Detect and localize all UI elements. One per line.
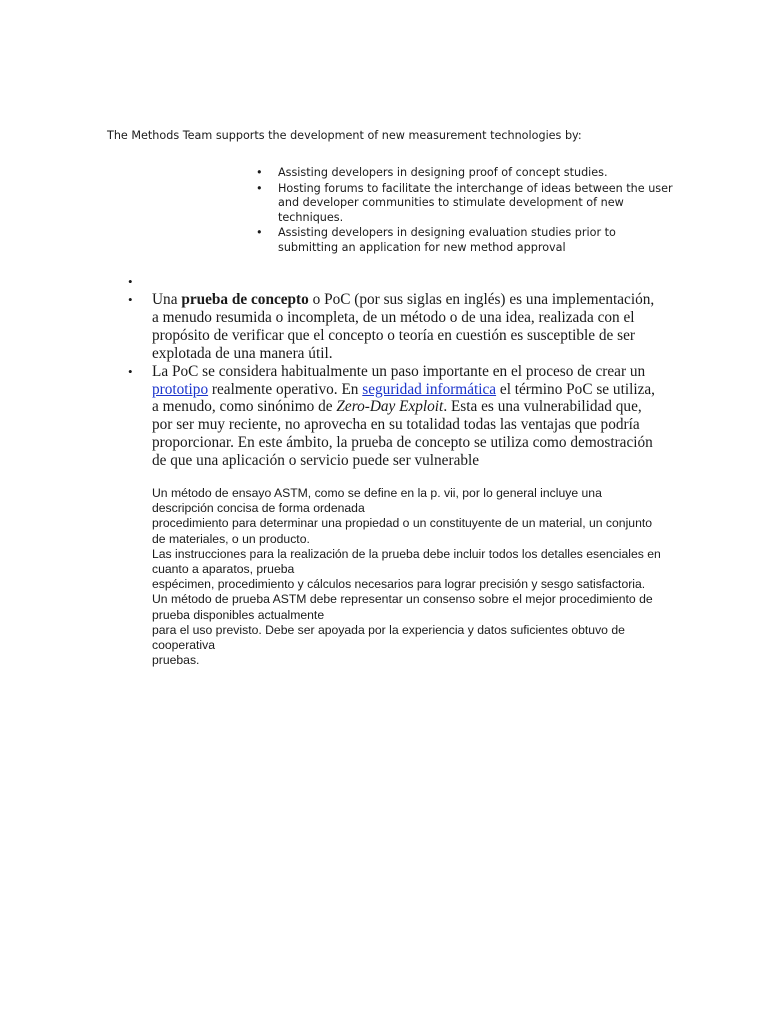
poc-text-pre: Una xyxy=(152,291,182,308)
poc-text-3: el término PoC se utiliza, a menudo, como sinónimo de xyxy=(152,380,655,416)
bullet-icon: • xyxy=(256,181,263,195)
methods-list xyxy=(256,166,676,257)
list-item xyxy=(256,182,676,226)
astm-line: pruebas. xyxy=(152,653,200,668)
list-item xyxy=(256,226,676,255)
list-item xyxy=(128,291,663,363)
astm-paragraph xyxy=(152,486,662,668)
prototipo-link[interactable]: prototipo xyxy=(152,380,209,398)
astm-line: para el uso previsto. Debe ser apoyada por la experiencia y datos suficientes obtuvo de cooperativa xyxy=(152,622,625,653)
astm-line: Las instrucciones para la realización de la prueba debe incluir todos los detalles esenciales en cuanto a aparatos, prueba xyxy=(152,546,661,577)
bullet-icon: • xyxy=(256,226,263,240)
bullet-icon: • xyxy=(128,274,133,289)
astm-line: procedimiento para determinar una propiedad o un constituyente de un material, un conjunto de materiales, o un producto. xyxy=(152,516,653,546)
poc-term-bold: prueba de concepto xyxy=(181,291,309,308)
zero-day-exploit-italic: Zero-Day Exploit xyxy=(336,398,444,416)
list-item-text: Assisting developers in designing evaluation studies prior to submitting an application for new method approval xyxy=(278,226,616,254)
list-item-text: Hosting forums to facilitate the interchange of ideas between the user and developer communities to stimulate development of new techniques. xyxy=(278,181,673,224)
seguridad-informatica-link[interactable]: seguridad informática xyxy=(362,380,497,398)
poc-text-post: o PoC (por sus siglas en inglés) es una implementación, a menudo resumida o incompleta, de un método o de una idea, realizada con el propósito de verificar que el concepto o teoría en cuestión es susceptible de ser explotada de una manera útil. xyxy=(152,291,655,362)
astm-line: Un método de prueba ASTM debe representar un consenso sobre el mejor procedimiento de prueba disponibles actualmente xyxy=(152,592,653,622)
poc-text-4: . Esta es una vulnerabilidad que, por ser muy reciente, no aprovecha en su totalidad todas las ventajas que podría proporcionar. En este ámbito, la prueba de concepto se utiliza como demostración de que una aplicación o servicio puede ser vulnerable xyxy=(152,398,653,470)
bullet-icon: • xyxy=(128,292,133,307)
poc-list xyxy=(128,273,663,470)
bullet-icon: • xyxy=(256,166,263,179)
poc-text-2: realmente operativo. En xyxy=(208,380,363,398)
intro-paragraph: The Methods Team supports the development of new measurement technologies by: xyxy=(107,129,582,142)
list-item xyxy=(128,363,663,470)
astm-line: Un método de ensayo ASTM, como se define en la p. vii, por lo general incluye una descripción concisa de forma ordenada xyxy=(152,486,602,516)
poc-text-1: La PoC se considera habitualmente un paso importante en el proceso de crear un xyxy=(152,362,646,380)
astm-line: espécimen, procedimiento y cálculos necesarios para lograr precisión y sesgo satisfactoria. xyxy=(152,577,646,592)
empty-list-item xyxy=(128,273,663,291)
list-item xyxy=(256,166,676,181)
bullet-icon: • xyxy=(128,363,133,379)
list-item-text: Assisting developers in designing proof of concept studies. xyxy=(278,166,608,179)
